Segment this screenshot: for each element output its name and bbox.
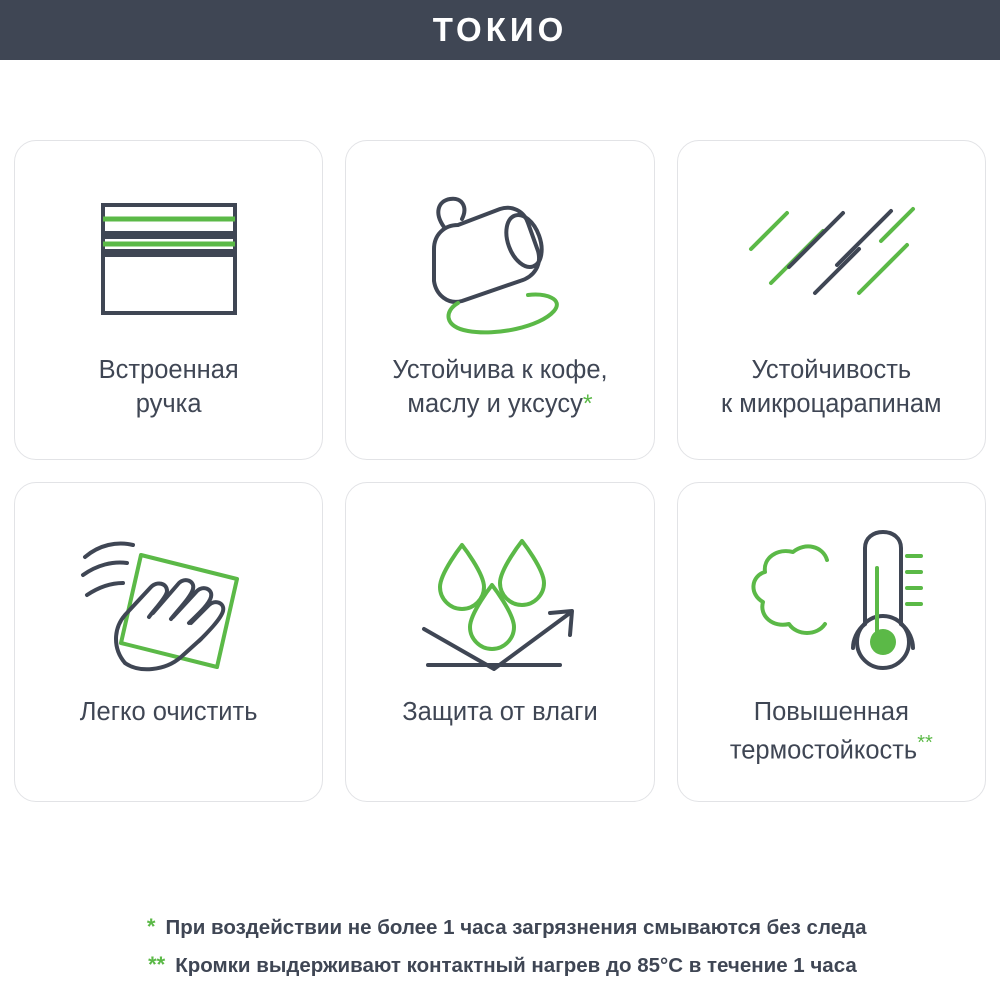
feature-grid [14, 140, 986, 802]
footnote-item [143, 952, 857, 978]
feature-card-easy-clean [14, 482, 323, 802]
footnote-text: Кромки выдерживают контактный нагрев до 85°C в течение 1 часа [175, 954, 857, 977]
footnotes-section [0, 914, 1000, 978]
scratches-icon [731, 167, 931, 352]
feature-label: Устойчивость к микроцарапинам [721, 356, 942, 418]
feature-card-built-in-handle [14, 140, 323, 460]
header-bar [0, 0, 1000, 60]
feature-label: Повышенная термостойкость** [729, 698, 933, 765]
feature-card-stain-resistant [345, 140, 654, 460]
footnote-text: При воздействии не более 1 часа загрязнения смываются без следа [165, 916, 867, 939]
feature-label: Легко очистить [79, 698, 258, 726]
feature-card-heat-resistant [677, 482, 986, 802]
feature-card-moisture-protection [345, 482, 654, 802]
footnote-marker-single: * [582, 389, 593, 418]
footnote-marker: ** [148, 952, 166, 977]
spilled-cup-icon [400, 167, 600, 352]
countertop-edge-icon [79, 167, 259, 352]
footnote-item [133, 914, 866, 940]
footnote-marker-double: ** [917, 731, 933, 754]
water-drops-repel-icon [400, 509, 600, 694]
thermometer-heat-icon [731, 509, 931, 694]
feature-label: Защита от влаги [402, 698, 598, 726]
feature-label: Устойчива к кофе, маслу и уксусу* [392, 356, 608, 418]
feature-label: Встроенная ручка [98, 356, 239, 418]
page-title: ТОКИО [432, 11, 568, 48]
footnote-marker: * [146, 914, 156, 939]
feature-card-scratch-resistant [677, 140, 986, 460]
hand-wiping-cloth-icon [69, 509, 269, 694]
